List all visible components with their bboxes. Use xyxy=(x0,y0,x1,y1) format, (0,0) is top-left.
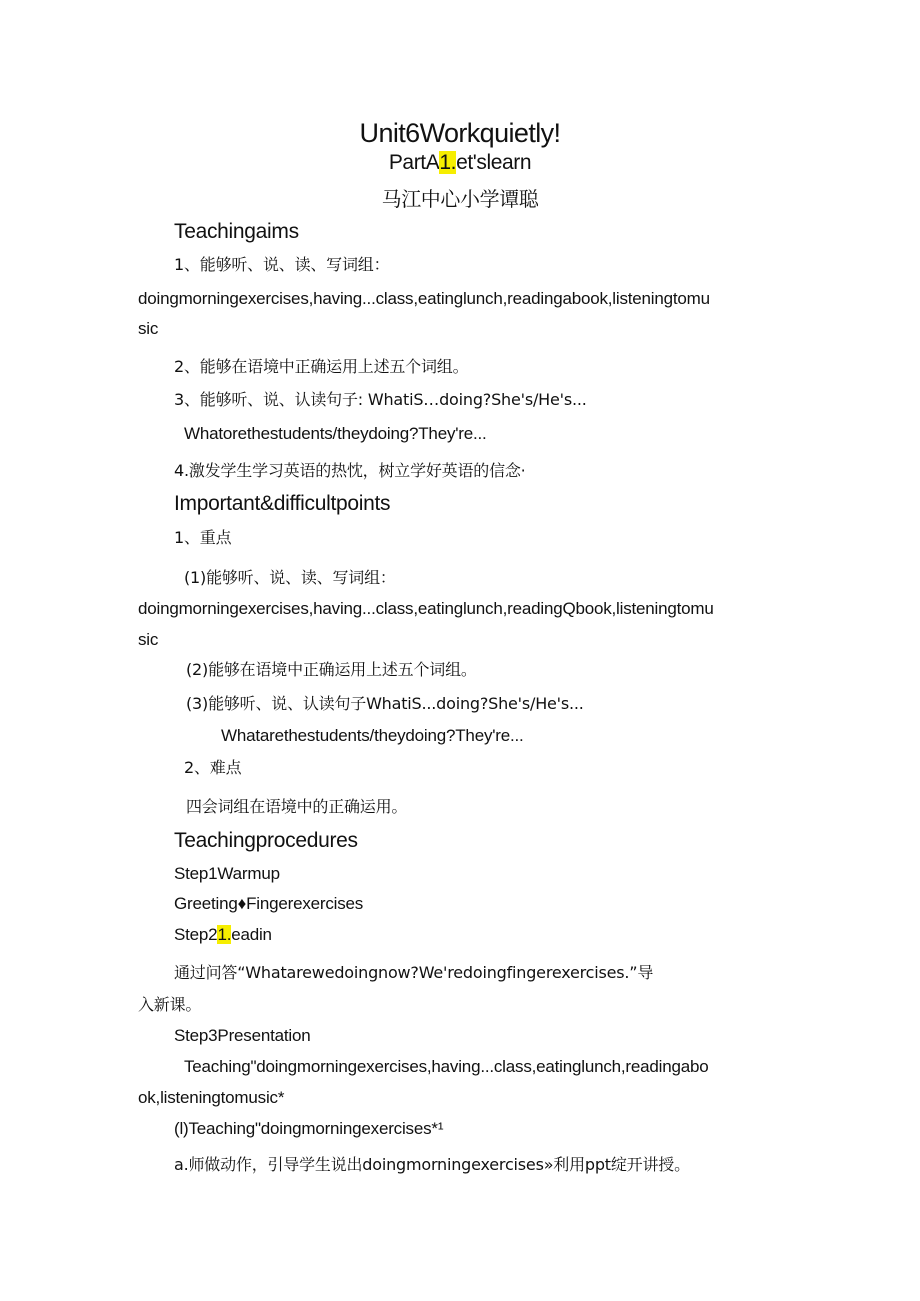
step-2-highlight: 1. xyxy=(217,925,232,944)
aim-3: 3、能够听、说、认读句子: WhatiS…doing?She's/He's... xyxy=(174,390,587,409)
aim-1: 1、能够听、说、读、写词组： xyxy=(174,255,390,274)
key-point-2: (2)能够在语境中正确运用上述五个词组。 xyxy=(186,660,477,679)
step-2-label: Step2 xyxy=(174,925,218,944)
aim-3-cont: Whatorethestudents/theydoing?They're... xyxy=(184,424,487,443)
points-heading: Important&difficultpoints xyxy=(174,492,391,515)
step-2 xyxy=(174,924,272,946)
step-1-greeting: Greeting♦Fingerexercises xyxy=(174,894,364,913)
step-3-teaching-cont: ok,listeningtomusic* xyxy=(138,1088,285,1107)
key-points-label: 1、重点 xyxy=(174,528,232,547)
document-subtitle xyxy=(0,149,920,177)
subtitle-part: PartA xyxy=(388,151,440,174)
step-2-intro: 通过问答“Whatarewedoingnow?We'redoingfingerexercises.”导 xyxy=(174,963,654,982)
difficult-points-label: 2、难点 xyxy=(184,758,242,777)
key-point-1-words-cont: sic xyxy=(138,630,159,649)
procedures-heading: Teachingprocedures xyxy=(174,829,358,852)
step-3-sub-1a: a.师做动作，引导学生说出doingmorningexercises»利用ppt绽开讲授。 xyxy=(174,1155,690,1174)
step-3-sub-1: (l)Teaching"doingmorningexercises*¹ xyxy=(174,1119,444,1138)
key-point-3: (3)能够听、说、认读句子WhatiS...doing?She's/He's... xyxy=(186,694,584,713)
key-point-1: (1)能够听、说、读、写词组： xyxy=(184,568,396,587)
difficult-points-text: 四会词组在语境中的正确运用。 xyxy=(186,797,408,816)
aim-1-words-cont: sic xyxy=(138,319,159,338)
aim-1-words: doingmorningexercises,having...class,eatinglunch,readingabook,listeningtomu xyxy=(138,289,710,308)
subtitle-highlight: 1. xyxy=(439,151,457,174)
aims-heading: Teachingaims xyxy=(174,220,299,243)
step-2-rest: eadin xyxy=(231,925,272,944)
document-title: Unit6Workquietly! xyxy=(359,118,561,148)
step-3: Step3Presentation xyxy=(174,1026,311,1045)
key-point-3-cont: Whatarethestudents/theydoing?They're... xyxy=(221,726,524,745)
step-1: Step1Warmup xyxy=(174,864,280,883)
subtitle-rest: et'slearn xyxy=(456,151,532,174)
author-line: 马江中心小学谭聪 xyxy=(381,187,539,211)
step-2-intro-cont: 入新课。 xyxy=(138,995,202,1014)
step-3-teaching: Teaching"doingmorningexercises,having...class,eatinglunch,readingabo xyxy=(184,1057,709,1076)
aim-4: 4.激发学生学习英语的热忱，树立学好英语的信念· xyxy=(174,461,526,480)
aim-2: 2、能够在语境中正确运用上述五个词组。 xyxy=(174,357,469,376)
key-point-1-words: doingmorningexercises,having...class,eatinglunch,readingQbook,listeningtomu xyxy=(138,599,714,618)
